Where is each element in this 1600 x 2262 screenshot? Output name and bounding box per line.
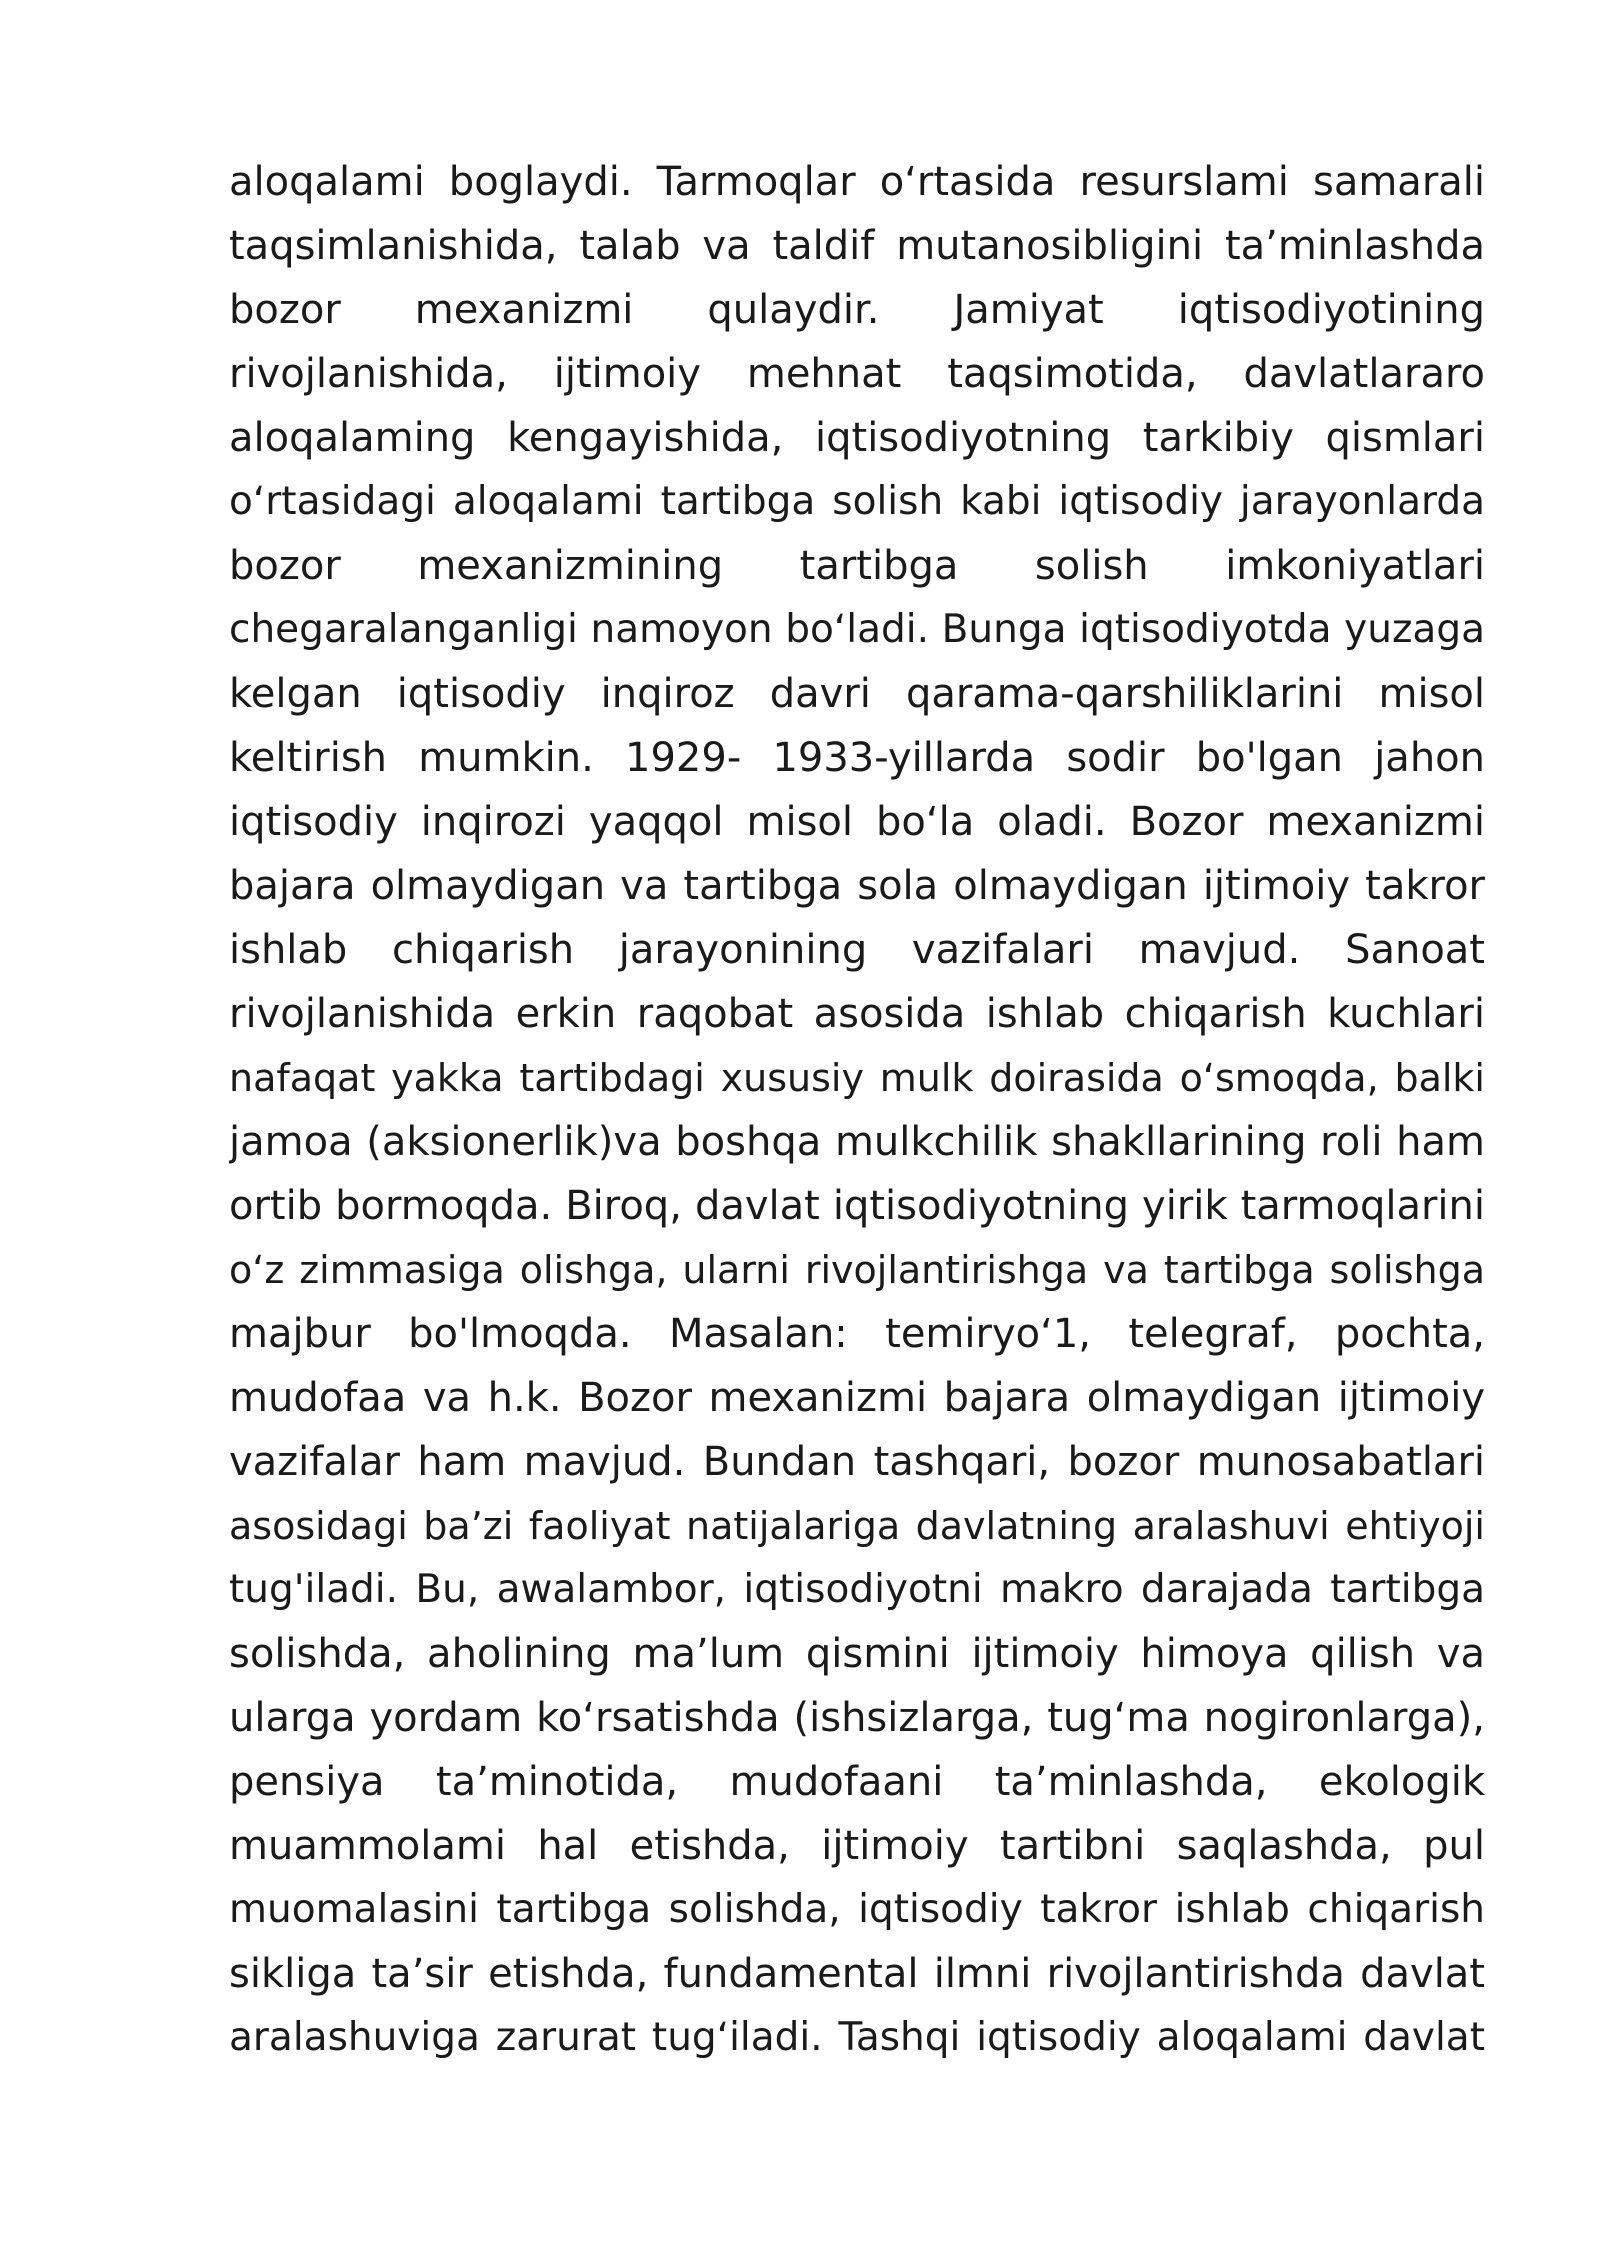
text-line: pensiya ta’minotida, mudofaani ta’minlashda, ekologik bbox=[229, 1759, 1485, 1805]
text-line: bajara olmaydigan va tartibga sola olmaydigan ijtimoiy takror bbox=[229, 863, 1485, 909]
text-line: bozor mexanizmi qulaydir. Jamiyat iqtisodiyotining bbox=[229, 287, 1485, 333]
text-line: aloqalami boglaydi. Tarmoqlar o‘rtasida resurslami samarali bbox=[229, 159, 1485, 205]
text-line: sikliga ta’sir etishda, fundamental ilmni rivojlantirishda davlat bbox=[229, 1951, 1485, 1997]
text-line: aralashuviga zarurat tug‘iladi. Tashqi iqtisodiy aloqalami davlat bbox=[229, 2015, 1485, 2060]
text-line: o‘z zimmasiga olishga, ularni rivojlantirishga va tartibga solishga bbox=[229, 1248, 1485, 1292]
text-line: muomalasini tartibga solishda, iqtisodiy takror ishlab chiqarish bbox=[229, 1887, 1485, 1932]
text-line: ortib bormoqda. Biroq, davlat iqtisodiyotning yirik tarmoqlarini bbox=[229, 1183, 1485, 1229]
text-line: tug'iladi. Bu, awalambor, iqtisodiyotni makro darajada tartibga bbox=[229, 1567, 1485, 1612]
text-line: ishlab chiqarish jarayonining vazifalari mavjud. Sanoat bbox=[229, 927, 1485, 973]
text-line: mudofaa va h.k. Bozor mexanizmi bajara olmaydigan ijtimoiy bbox=[229, 1375, 1485, 1421]
text-line: vazifalar ham mavjud. Bundan tashqari, bozor munosabatlari bbox=[229, 1439, 1485, 1485]
text-line: rivojlanishida, ijtimoiy mehnat taqsimotida, davlatlararo bbox=[229, 351, 1485, 397]
text-line: ularga yordam ko‘rsatishda (ishsizlarga, tug‘ma nogironlarga), bbox=[229, 1695, 1485, 1741]
text-line: majbur bo'lmoqda. Masalan: temiryo‘1, telegraf, pochta, bbox=[229, 1311, 1485, 1357]
text-line: solishda, aholining ma’lum qismini ijtimoiy himoya qilish va bbox=[229, 1631, 1485, 1677]
text-line: rivojlanishida erkin raqobat asosida ishlab chiqarish kuchlari bbox=[229, 991, 1485, 1037]
text-line: jamoa (aksionerlik)va boshqa mulkchilik shakllarining roli ham bbox=[229, 1119, 1485, 1165]
text-line: keltirish mumkin. 1929- 1933-yillarda sodir bo'lgan jahon bbox=[229, 735, 1485, 781]
text-line: iqtisodiy inqirozi yaqqol misol bo‘la oladi. Bozor mexanizmi bbox=[229, 799, 1485, 845]
text-line: nafaqat yakka tartibdagi xususiy mulk doirasida o‘smoqda, balki bbox=[229, 1056, 1485, 1100]
body-paragraph bbox=[229, 150, 1485, 2070]
text-line: muammolami hal etishda, ijtimoiy tartibni saqlashda, pul bbox=[229, 1823, 1485, 1869]
text-line: chegaralanganligi namoyon bo‘ladi. Bunga iqtisodiyotda yuzaga bbox=[229, 607, 1485, 652]
text-line: kelgan iqtisodiy inqiroz davri qarama-qarshiliklarini misol bbox=[229, 671, 1485, 717]
text-line: asosidagi ba’zi faoliyat natijalariga davlatning aralashuvi ehtiyoji bbox=[229, 1504, 1485, 1548]
text-line: bozor mexanizmining tartibga solish imkoniyatlari bbox=[229, 543, 1485, 589]
text-line: taqsimlanishida, talab va taldif mutanosibligini ta’minlashda bbox=[229, 223, 1485, 269]
text-line: o‘rtasidagi aloqalami tartibga solish kabi iqtisodiy jarayonlarda bbox=[229, 479, 1485, 524]
text-line: aloqalaming kengayishida, iqtisodiyotning tarkibiy qismlari bbox=[229, 415, 1485, 461]
